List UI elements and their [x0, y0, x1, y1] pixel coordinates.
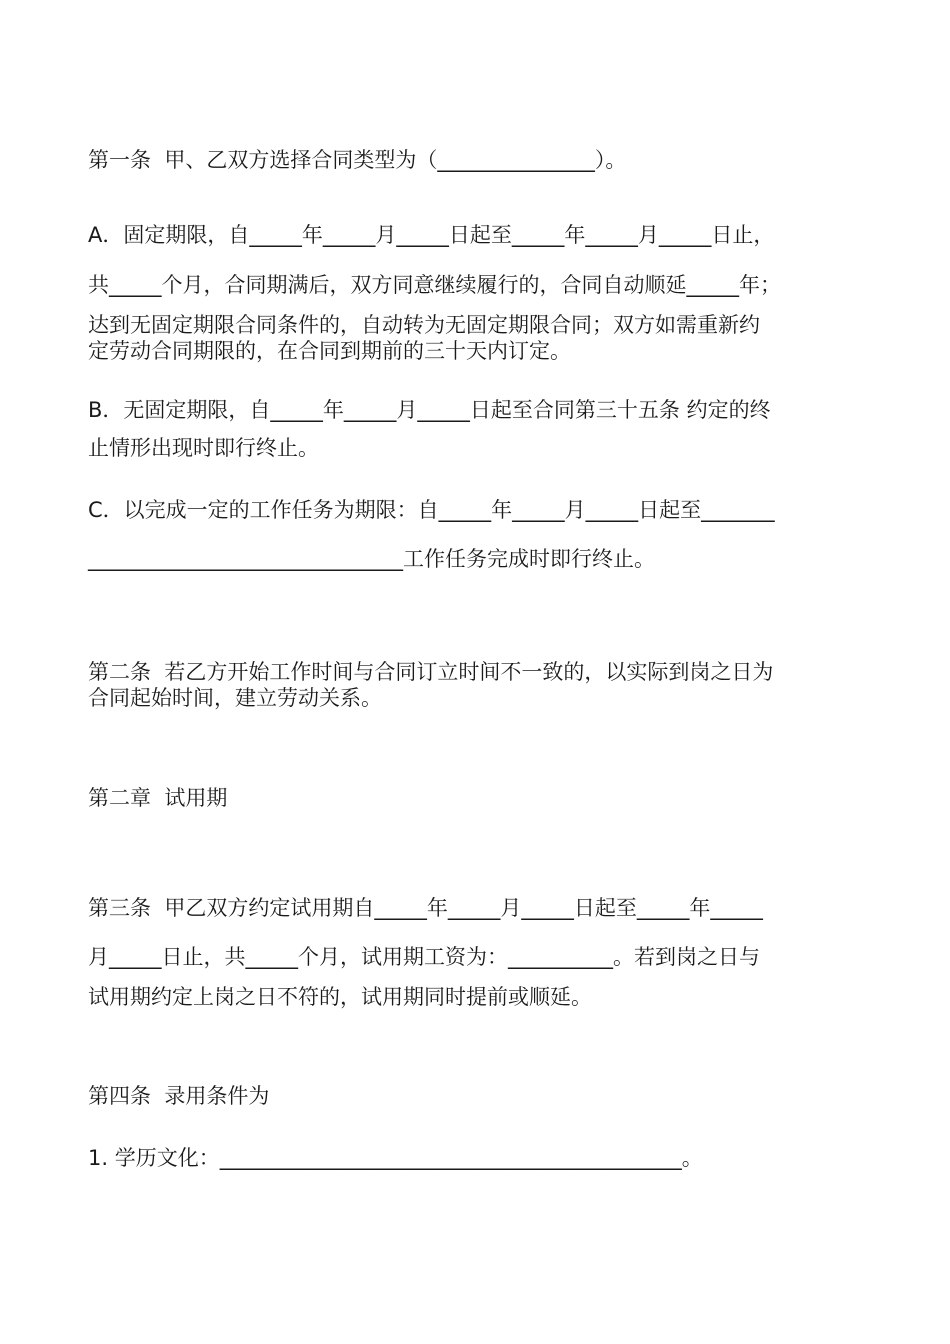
article-3-line-3: 试用期约定上岗之日不符的，试用期同时提前或顺延。	[88, 985, 592, 1009]
option-a-line-4: 定劳动合同期限的，在合同到期前的三十天内订定。	[88, 339, 571, 363]
chapter-2-heading: 第二章 试用期	[88, 786, 228, 810]
hiring-condition-education: 1. 学历文化：____________________________________________。	[88, 1146, 703, 1170]
article-4-heading: 第四条 录用条件为	[88, 1084, 270, 1108]
article-2-line-1: 第二条 若乙方开始工作时间与合同订立时间不一致的，以实际到岗之日为	[88, 660, 774, 684]
option-c-line-2: ______________________________工作任务完成时即行终止。	[88, 547, 655, 571]
article-3-line-2: 月_____日止，共_____个月，试用期工资为：__________。若到岗之日与	[88, 945, 760, 969]
option-a-line-2: 共_____个月，合同期满后，双方同意继续履行的，合同自动顺延_____年；	[88, 273, 781, 297]
option-b-line-1: B．无固定期限，自_____年_____月_____日起至合同第三十五条 约定的终	[88, 398, 771, 422]
option-a-line-3: 达到无固定期限合同条件的，自动转为无固定期限合同；双方如需重新约	[88, 313, 760, 337]
option-a-line-1: A．固定期限，自_____年_____月_____日起至_____年_____月_____日止，	[88, 223, 775, 247]
article-3-line-1: 第三条 甲乙双方约定试用期自_____年_____月_____日起至_____年_____	[88, 896, 763, 920]
article-1-heading: 第一条 甲、乙双方选择合同类型为（_______________）。	[88, 148, 627, 172]
option-c-line-1: C．以完成一定的工作任务为期限：自_____年_____月_____日起至_______	[88, 498, 775, 522]
article-2-line-2: 合同起始时间，建立劳动关系。	[88, 686, 382, 710]
option-b-line-2: 止情形出现时即行终止。	[88, 436, 319, 460]
